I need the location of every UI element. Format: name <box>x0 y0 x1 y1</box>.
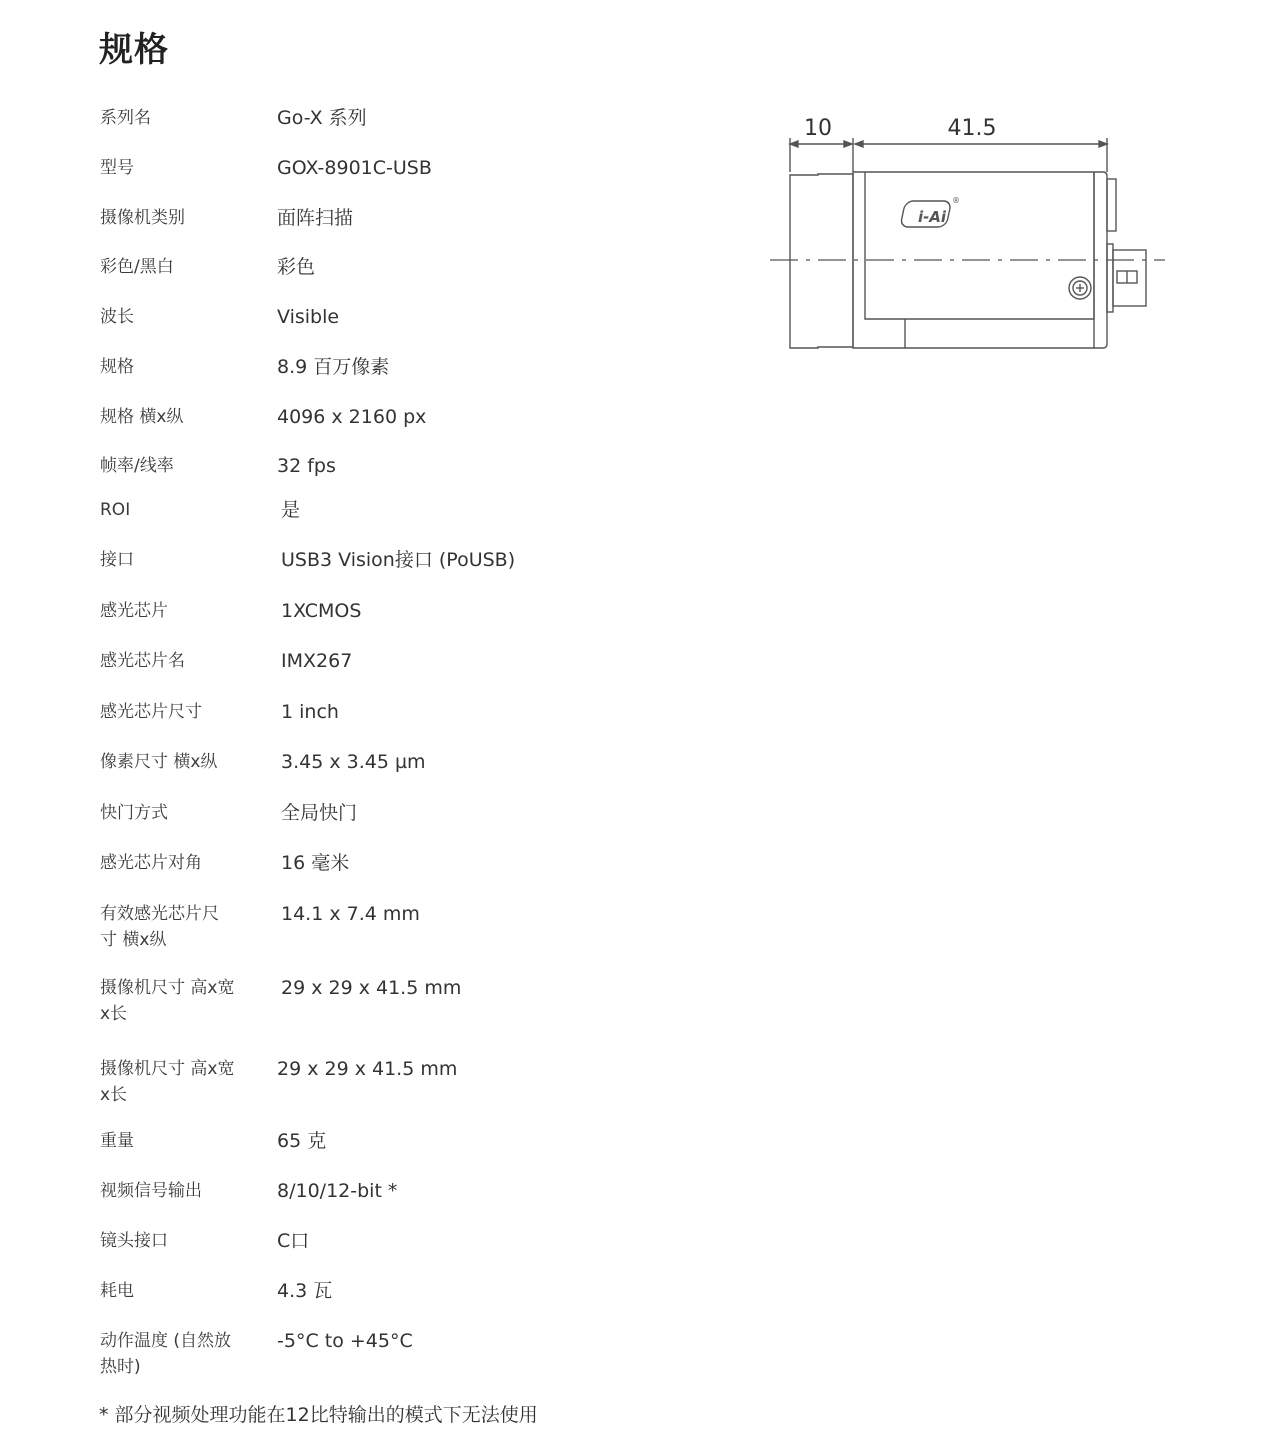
spec-label: 摄像机尺寸 高x宽x长 <box>100 1059 235 1105</box>
spec-label: 感光芯片尺寸 <box>100 702 202 722</box>
spec-value: 1XCMOS <box>281 600 362 622</box>
spec-value: C口 <box>277 1230 310 1252</box>
spec-value: IMX267 <box>281 650 353 672</box>
camera-dimension-drawing <box>760 100 1180 370</box>
dim-front-label: 10 <box>804 116 832 141</box>
spec-label: 帧率/线率 <box>100 456 174 476</box>
spec-label: 有效感光芯片尺寸 横x纵 <box>100 904 219 950</box>
spec-label: 规格 <box>100 357 134 377</box>
jai-logo: i-Ai <box>917 208 947 226</box>
spec-label: 接口 <box>100 550 134 570</box>
svg-text:®: ® <box>952 196 960 205</box>
spec-value: 16 毫米 <box>281 852 350 874</box>
spec-label: ROI <box>100 500 131 520</box>
spec-label: 规格 横x纵 <box>100 407 184 427</box>
spec-value: 32 fps <box>277 455 336 477</box>
spec-label: 波长 <box>100 307 134 327</box>
spec-label: 快门方式 <box>100 803 168 823</box>
spec-label: 摄像机尺寸 高x宽x长 <box>100 978 235 1024</box>
spec-value: 14.1 x 7.4 mm <box>281 903 420 925</box>
spec-label: 视频信号输出 <box>100 1181 202 1201</box>
spec-value: 全局快门 <box>281 802 358 824</box>
spec-label: 动作温度 (自然放热时) <box>100 1331 232 1377</box>
spec-label: 型号 <box>100 158 134 178</box>
spec-value: 29 x 29 x 41.5 mm <box>281 977 462 999</box>
spec-value: Go-X 系列 <box>277 107 367 129</box>
spec-label: 像素尺寸 横x纵 <box>100 752 218 772</box>
spec-label: 摄像机类别 <box>100 208 185 228</box>
spec-value: 3.45 x 3.45 µm <box>281 751 426 773</box>
spec-value: 8.9 百万像素 <box>277 356 390 378</box>
spec-label: 感光芯片对角 <box>100 853 202 873</box>
spec-value: 彩色 <box>277 256 316 278</box>
spec-label: 感光芯片 <box>100 601 168 621</box>
spec-value: Visible <box>277 306 340 328</box>
spec-label: 镜头接口 <box>100 1231 168 1251</box>
spec-value: 是 <box>281 499 301 521</box>
dim-body-label: 41.5 <box>947 116 997 141</box>
footnote: * 部分视频处理功能在12比特输出的模式下无法使用 <box>99 1404 538 1426</box>
spec-value: 4096 x 2160 px <box>277 406 427 428</box>
spec-value: 8/10/12-bit * <box>277 1180 398 1202</box>
spec-label: 耗电 <box>100 1281 134 1301</box>
spec-value: -5°C to +45°C <box>277 1330 413 1352</box>
spec-value: USB3 Vision接口 (PoUSB) <box>281 549 516 571</box>
page-title: 规格 <box>99 30 169 70</box>
spec-label: 彩色/黑白 <box>100 257 174 277</box>
spec-label: 感光芯片名 <box>100 651 185 671</box>
spec-value: 29 x 29 x 41.5 mm <box>277 1058 458 1080</box>
spec-value: GOX-8901C-USB <box>277 157 432 179</box>
spec-label: 重量 <box>100 1131 134 1151</box>
spec-value: 65 克 <box>277 1130 327 1152</box>
spec-value: 面阵扫描 <box>277 207 354 229</box>
spec-value: 4.3 瓦 <box>277 1280 333 1302</box>
spec-label: 系列名 <box>100 108 151 128</box>
spec-value: 1 inch <box>281 701 339 723</box>
